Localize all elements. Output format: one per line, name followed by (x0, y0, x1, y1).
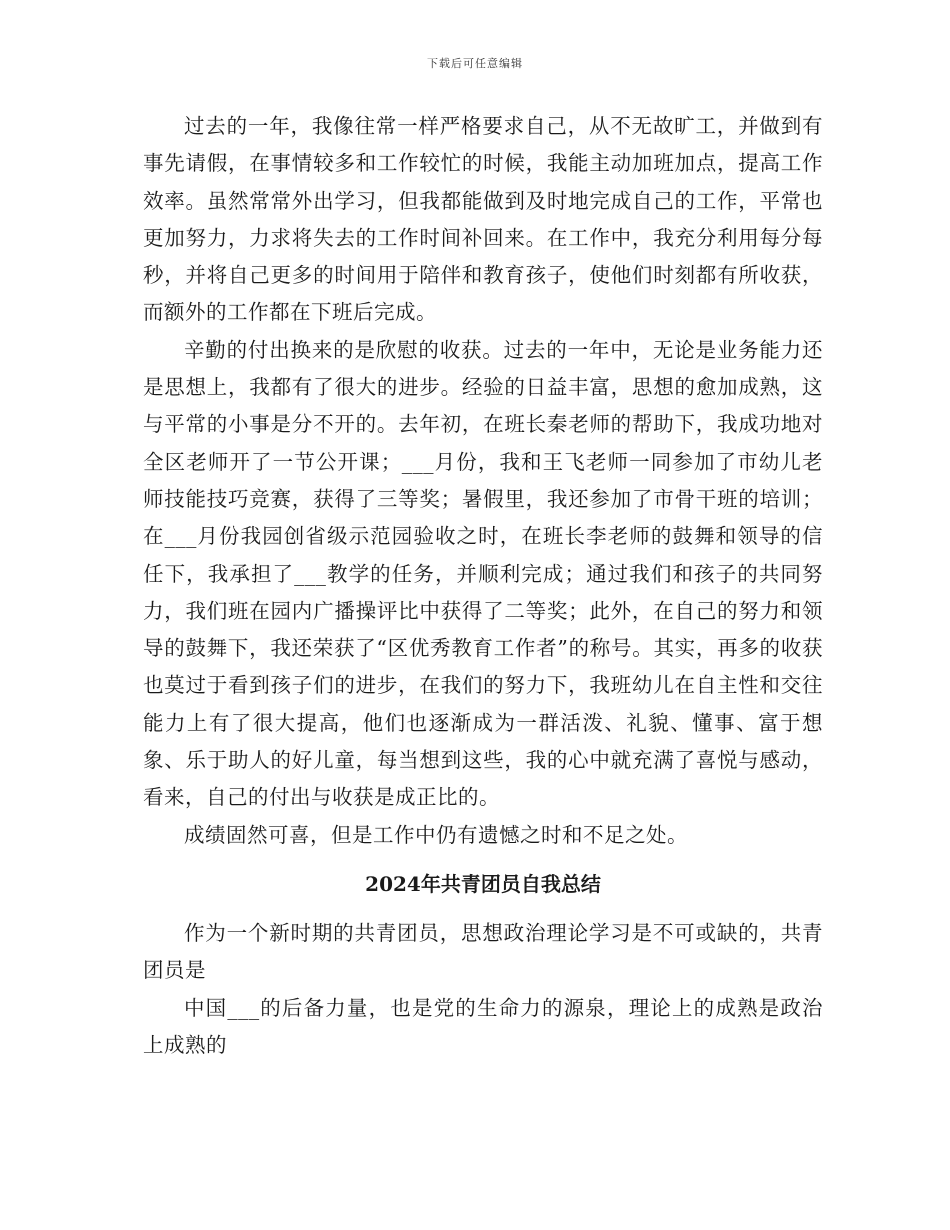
section-title: 2024年共青团员自我总结 (365, 871, 601, 896)
paragraph-league-member: 作为一个新时期的共青团员，思想政治理论学习是不可或缺的，共青团员是 (143, 920, 823, 983)
header-note: 下载后可任意编辑 (427, 57, 523, 70)
paragraph-work-attitude: 过去的一年，我像往常一样严格要求自己，从不无故旷工，并做到有事先请假，在事情较多和工作较忙的时候，我能主动加班加点，提高工作效率。虽然常常外出学习，但我都能做到及时地完成自己的工作，平常也更加努力，力求将失去的工作时间补回来。在工作中，我充分利用每分每秒，并将自己更多的时间用于陪伴和教育孩子，使他们时刻都有所收获，而额外的工作都在下班后完成。 (143, 114, 823, 325)
paragraph-shortcomings: 成绩固然可喜，但是工作中仍有遗憾之时和不足之处。 (184, 822, 688, 847)
document-body (143, 108, 823, 1064)
paragraph-achievements: 辛勤的付出换来的是欣慰的收获。过去的一年中，无论是业务能力还是思想上，我都有了很大的进步。经验的日益丰富，思想的愈加成熟，这与平常的小事是分不开的。去年初，在班长秦老师的帮助下，我成功地对全区老师开了一节公开课；___月份，我和王飞老师一同参加了市幼儿老师技能技巧竞赛，获得了三等奖；暑假里，我还参加了市骨干班的培训；在___月份我园创省级示范园验收之时，在班长李老师的鼓舞和领导的信任下，我承担了___教学的任务，并顺利完成；通过我们和孩子的共同努力，我们班在园内广播操评比中获得了二等奖；此外，在自己的努力和领导的鼓舞下，我还荣获了“区优秀教育工作者”的称号。其实，再多的收获也莫过于看到孩子们的进步，在我们的努力下，我班幼儿在自主性和交往能力上有了很大提高，他们也逐渐成为一群活泼、礼貌、懂事、富于想象、乐于助人的好儿童，每当想到这些，我的心中就充满了喜悦与感动，看来，自己的付出与收获是成正比的。 (143, 337, 823, 810)
paragraph-reserve-force: 中国___的后备力量，也是党的生命力的源泉，理论上的成熟是政治上成熟的 (143, 995, 823, 1057)
